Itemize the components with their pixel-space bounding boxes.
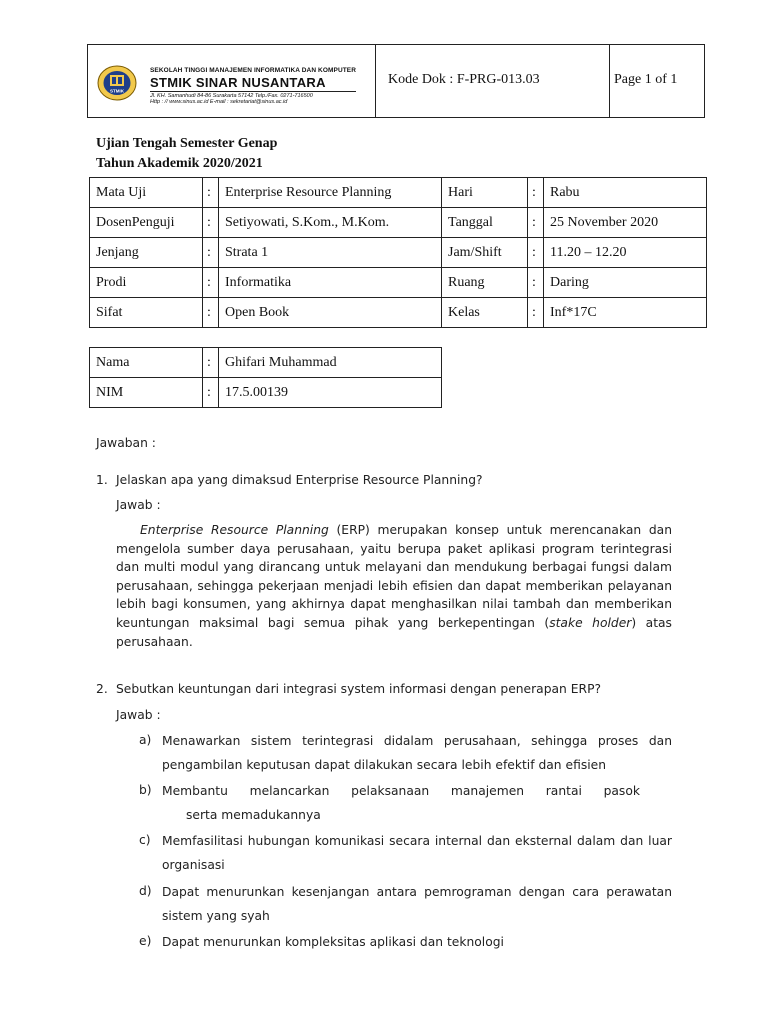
stmik-logo-icon — [97, 65, 137, 101]
list-item: Dapat menurunkan kesenjangan antara pemrograman dengan cara perawatan sistem yang syah — [162, 885, 672, 923]
field-label: Jenjang — [90, 238, 203, 268]
colon-separator: : — [528, 208, 544, 238]
answer-term: Enterprise Resource Planning — [140, 523, 329, 537]
list-item-letter: e) — [139, 934, 152, 948]
field-value: Informatika — [219, 268, 442, 298]
list-item-letter: c) — [139, 833, 151, 847]
jawab-label: Jawab : — [116, 498, 161, 512]
table-row — [90, 268, 707, 298]
answer-term: stake holder — [549, 615, 632, 630]
colon-separator: : — [528, 178, 544, 208]
colon-separator: : — [203, 238, 219, 268]
table-row — [90, 378, 442, 408]
question-text: Sebutkan keuntungan dari integrasi system informasi dengan penerapan ERP? — [116, 682, 602, 696]
field-label: Tanggal — [442, 208, 528, 238]
list-item-letter: b) — [139, 783, 152, 797]
field-label: Hari — [442, 178, 528, 208]
table-row — [90, 298, 707, 328]
header-divider — [609, 45, 610, 117]
colon-separator: : — [203, 268, 219, 298]
list-item: Memfasilitasi hubungan komunikasi secara internal dan eksternal dalam dan luar organisasi — [162, 834, 672, 872]
header-divider — [375, 45, 376, 117]
field-value: 25 November 2020 — [544, 208, 707, 238]
colon-separator: : — [203, 208, 219, 238]
question-number: 1. — [96, 473, 108, 487]
field-label: DosenPenguji — [90, 208, 203, 238]
field-value: Setiyowati, S.Kom., M.Kom. — [219, 208, 442, 238]
answer-tail: ) atas perusahaan. — [116, 615, 672, 649]
field-value: Daring — [544, 268, 707, 298]
field-value: Enterprise Resource Planning — [219, 178, 442, 208]
student-info-table — [89, 347, 442, 408]
academic-year: Tahun Akademik 2020/2021 — [96, 156, 263, 171]
colon-separator: : — [528, 238, 544, 268]
field-value: Inf*17C — [544, 298, 707, 328]
page-number: Page 1 of 1 — [614, 72, 678, 87]
list-item: Menawarkan sistem terintegrasi didalam perusahaan, sehingga proses dan pengambilan keputusan dapat dilakukan secara lebih efektif dan efisien — [162, 734, 672, 772]
colon-separator: : — [203, 178, 219, 208]
colon-separator: : — [528, 298, 544, 328]
field-label: Prodi — [90, 268, 203, 298]
field-value: Strata 1 — [219, 238, 442, 268]
field-label: Sifat — [90, 298, 203, 328]
answers-heading: Jawaban : — [96, 436, 156, 450]
exam-title: Ujian Tengah Semester Genap — [96, 136, 278, 151]
field-value: Open Book — [219, 298, 442, 328]
institution-line1: SEKOLAH TINGGI MANAJEMEN INFORMATIKA DAN KOMPUTER — [150, 67, 357, 74]
jawab-label: Jawab : — [116, 708, 161, 722]
list-item: Membantu melancarkan pelaksanaan manajemen rantai pasok — [162, 784, 640, 798]
colon-separator: : — [528, 268, 544, 298]
answer-paragraph — [116, 521, 672, 651]
field-value: Ghifari Muhammad — [219, 348, 442, 378]
colon-separator: : — [203, 348, 219, 378]
exam-info-table — [89, 177, 707, 328]
table-row — [90, 348, 442, 378]
answer-body: (ERP) merupakan konsep untuk merencanakan dan mengelola sumber daya perusahaan, yaitu berupa paket aplikasi program terintegrasi dan multi modul yang dirancang untuk melayani dan mendukung berbagai fungsi dalam perusahaan, sehingga pekerjaan menjadi lebih efisien dan dapat memberikan pelayanan lebih bagi konsumen, yang akhirnya dapat menghasilkan nilai tambah dan memberikan keuntungan maksimal bagi semua pihak yang berkepentingan ( — [116, 523, 672, 630]
institution-name: STMIK SINAR NUSANTARA — [150, 75, 326, 90]
list-item-letter: d) — [139, 884, 152, 898]
table-row — [90, 238, 707, 268]
field-label: Ruang — [442, 268, 528, 298]
question-number: 2. — [96, 682, 108, 696]
document-header — [87, 44, 705, 118]
list-item-letter: a) — [139, 733, 152, 747]
table-row — [90, 178, 707, 208]
field-label: Mata Uji — [90, 178, 203, 208]
question-text: Jelaskan apa yang dimaksud Enterprise Resource Planning? — [116, 473, 483, 487]
field-value: 17.5.00139 — [219, 378, 442, 408]
institution-address: Jl. KH. Samanhudi 84-86 Surakarta 57142 Telp./Fax. 0271-716500 — [150, 91, 356, 99]
table-row — [90, 208, 707, 238]
field-value: Rabu — [544, 178, 707, 208]
institution-block — [150, 67, 356, 105]
field-label: Kelas — [442, 298, 528, 328]
document-code: Kode Dok : F-PRG-013.03 — [388, 72, 540, 87]
field-label: NIM — [90, 378, 203, 408]
field-label: Nama — [90, 348, 203, 378]
field-label: Jam/Shift — [442, 238, 528, 268]
colon-separator: : — [203, 378, 219, 408]
field-value: 11.20 – 12.20 — [544, 238, 707, 268]
list-item-continuation: serta memadukannya — [186, 808, 321, 822]
list-item: Dapat menurunkan kompleksitas aplikasi dan teknologi — [162, 935, 504, 949]
institution-web: Http : // www.sinus.ac.id E-mail : sekretariat@sinus.ac.id — [150, 99, 288, 105]
logo-seal-text: STMIK — [110, 88, 124, 94]
colon-separator: : — [203, 298, 219, 328]
